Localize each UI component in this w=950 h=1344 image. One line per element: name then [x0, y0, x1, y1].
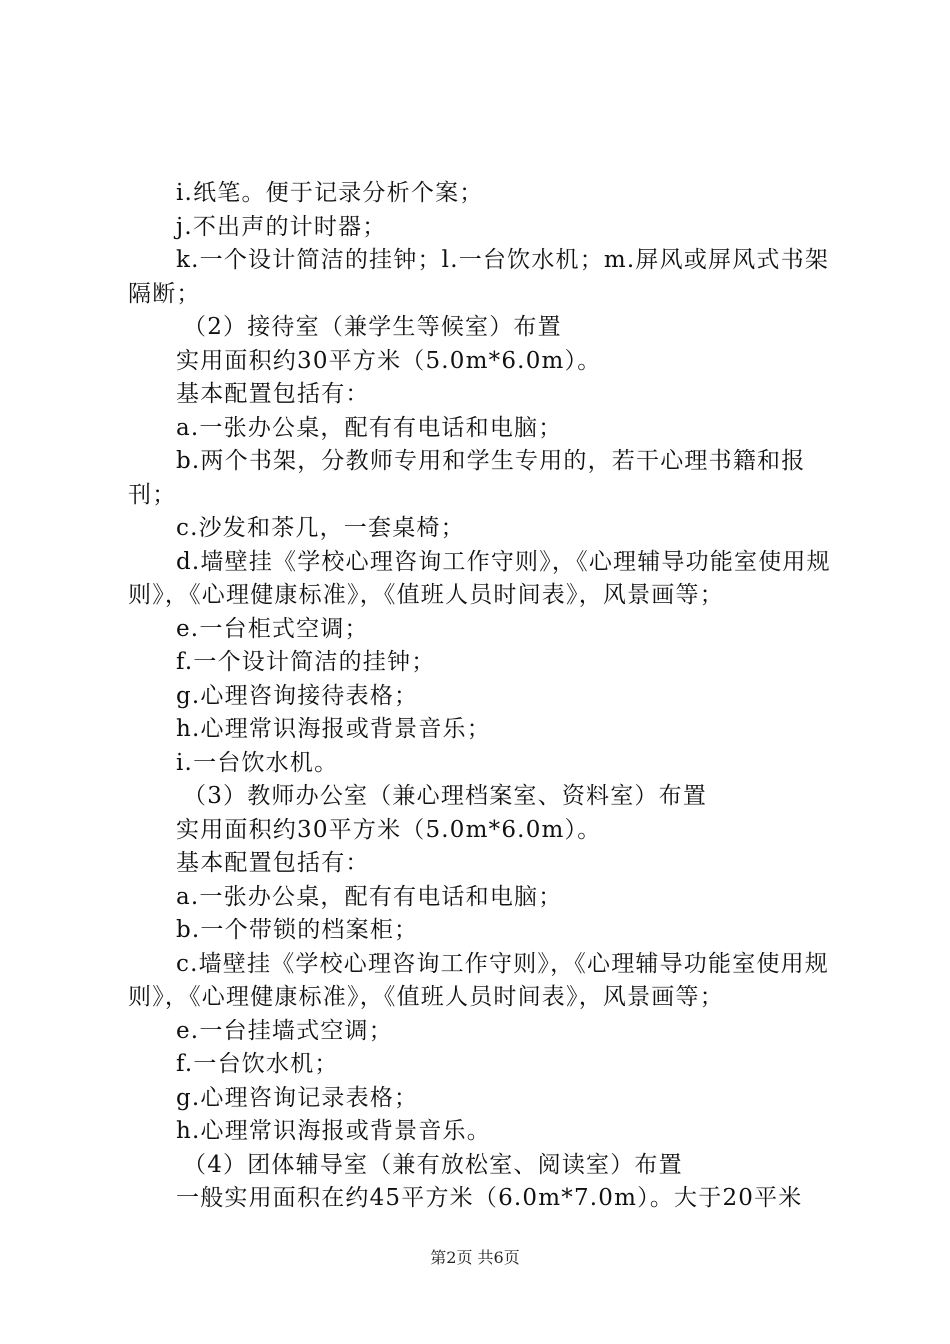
paragraph: 一般实用面积在约45平方米（6.0m*7.0m）。大于20平米 [176, 1185, 803, 1211]
paragraph: 实用面积约30平方米（5.0m*6.0m）。 [176, 816, 602, 843]
paragraph: j.不出声的计时器； [176, 213, 387, 240]
paragraph: h.心理常识海报或背景音乐； [176, 716, 491, 742]
paragraph: b.两个书架，分教师专用和学生专用的，若干心理书籍和报刊； [128, 448, 806, 508]
paragraph: i.一台饮水机。 [176, 749, 339, 776]
section-heading: （3）教师办公室（兼心理档案室、资料室）布置 [183, 783, 708, 809]
paragraph: f.一个设计简洁的挂钟； [176, 649, 436, 675]
document-body [128, 177, 833, 1216]
paragraph: i.纸笔。便于记录分析个案； [176, 180, 484, 206]
paragraph: 基本配置包括有： [176, 850, 370, 876]
paragraph: 实用面积约30平方米（5.0m*6.0m）。 [176, 347, 602, 374]
paragraph: c.沙发和茶几，一套桌椅； [176, 515, 465, 541]
paragraph: d.墙壁挂《学校心理咨询工作守则》，《心理辅导功能室使用规则》，《心理健康标准》，《值班人员时间表》，风景画等； [128, 548, 831, 608]
paragraph: c.墙壁挂《学校心理咨询工作守则》，《心理辅导功能室使用规则》，《心理健康标准》，《值班人员时间表》，风景画等； [128, 950, 829, 1010]
paragraph: e.一台挂墙式空调； [176, 1017, 393, 1044]
paragraph: e.一台柜式空调； [176, 615, 369, 642]
section-heading: （4）团体辅导室（兼有放松室、阅读室）布置 [183, 1151, 683, 1178]
paragraph: a.一张办公桌，配有有电话和电脑； [176, 414, 563, 441]
paragraph: h.心理常识海报或背景音乐。 [176, 1118, 491, 1144]
paragraph: 基本配置包括有： [176, 381, 370, 407]
paragraph: a.一张办公桌，配有有电话和电脑； [176, 883, 563, 910]
paragraph: g.心理咨询接待表格； [176, 682, 419, 709]
section-heading: （2）接待室（兼学生等候室）布置 [183, 314, 562, 340]
paragraph: k.一个设计简洁的挂钟；l.一台饮水机；m.屏风或屏风式书架隔断； [128, 247, 830, 307]
page-number-footer: 第2页 共6页 [430, 1248, 520, 1267]
paragraph: g.心理咨询记录表格； [176, 1084, 419, 1111]
paragraph: b.一个带锁的档案柜； [176, 917, 419, 943]
paragraph: f.一台饮水机； [176, 1051, 339, 1077]
